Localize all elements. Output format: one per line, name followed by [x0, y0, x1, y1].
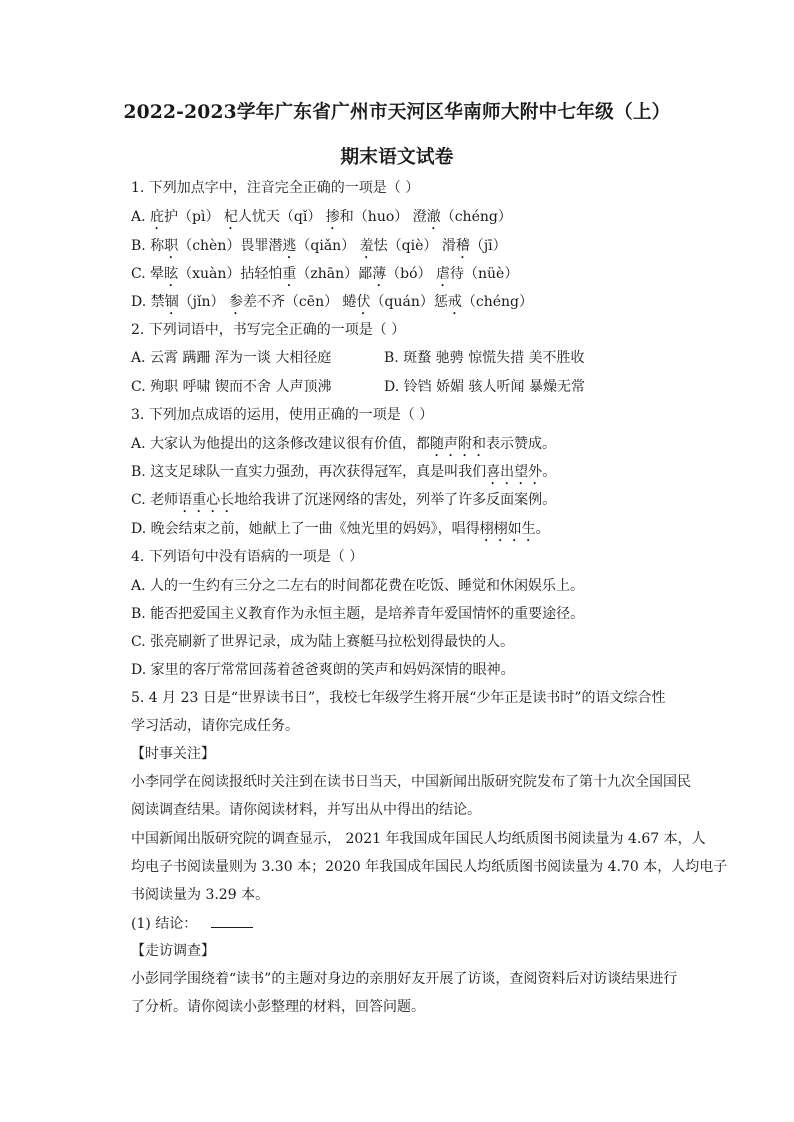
q3-option-b: B. 这支足球队一直实力强劲，再次获得冠军，真是叫我们喜出望外。 [131, 464, 557, 480]
q5-subquestion-1: (1) 结论： [131, 913, 253, 934]
q4-option-d: D. 家里的客厅常常回荡着爸爸爽朗的笑声和妈妈深情的眼神。 [131, 662, 515, 678]
q5-paragraph3-line1: 小彭同学围绕着“读书”的主题对身边的亲朋好友开展了访谈，查阅资料后对访谈结果进行 [131, 971, 678, 987]
q5-paragraph1-line1: 小李同学在阅读报纸时关注到在读书日当天，中国新闻出版研究院发布了第十九次全国国民 [131, 774, 691, 790]
q3-option-a: A. 大家认为他提出的这条修改建议很有价值，都随声附和表示赞成。 [131, 436, 557, 452]
q5-paragraph2-line3: 书阅读量为 3.29 本。 [131, 887, 270, 903]
q4-option-c: C. 张亮刷新了世界记录，成为陆上赛艇马拉松划得最快的人。 [131, 634, 515, 650]
q4-option-b: B. 能否把爱国主义教育作为永恒主题，是培养青年爱国情怀的重要途径。 [131, 606, 585, 622]
q2-option-b: B. 斑蝥 驰骋 惊慌失措 美不胜收 [384, 350, 585, 366]
q5-stem-line1: 5. 4 月 23 日是“世界读书日”，我校七年级学生将开展“少年正是读书时”的语文综合性 [131, 690, 666, 706]
q5-stem-line2: 学习活动，请你完成任务。 [131, 718, 299, 734]
answer-blank[interactable] [211, 913, 253, 928]
q1-option-a: A. 庇护（pì） 杞人忧天（qǐ） 掺和（huo） 澄澈（chéng） [131, 209, 512, 225]
exam-title-line2: 期末语文试卷 [340, 146, 454, 168]
section-heading-interview: 【走访调查】 [131, 943, 215, 959]
q5-paragraph3-line2: 了分析。请你阅读小彭整理的材料，回答问题。 [131, 999, 425, 1015]
q1-stem: 1. 下列加点字中，注音完全正确的一项是（ ） [131, 180, 420, 196]
section-heading-current-affairs: 【时事关注】 [131, 746, 215, 762]
q3-stem: 3. 下列加点成语的运用，使用正确的一项是（ ） [131, 407, 434, 423]
q4-option-a: A. 人的一生约有三分之二左右的时间都花费在吃饭、睡觉和休闲娱乐上。 [131, 578, 585, 594]
exam-title-line1: 2022-2023学年广东省广州市天河区华南师大附中七年级（上） [123, 101, 671, 123]
q2-option-a: A. 云霄 蹒跚 浑为一谈 大相径庭 [131, 350, 332, 366]
q5-paragraph1-line2: 阅读调查结果。请你阅读材料，并写出从中得出的结论。 [131, 802, 481, 818]
q5-paragraph2-line2: 均电子书阅读量则为 3.30 本；2020 年我国成年国民人均纸质图书阅读量为 4.70 本，人均电子 [131, 859, 728, 875]
q2-option-c: C. 殉职 呼啸 锲而不舍 人声顶沸 [131, 379, 332, 395]
q1-option-c: C. 晕眩（xuàn）拈轻怕重（zhān）鄙薄（bó） 虐待（nüè） [131, 266, 519, 282]
q1-option-d: D. 禁锢（jǐn） 参差不齐（cēn） 蜷伏（quán）惩戒（chéng） [131, 294, 533, 310]
q2-option-d: D. 铃铛 娇媚 骇人听闻 暴燥无常 [384, 379, 585, 395]
q2-stem: 2. 下列词语中，书写完全正确的一项是（ ） [131, 322, 406, 338]
q1-option-b: B. 称职（chèn）畏罪潜逃（qiǎn） 羞怯（qiè） 滑稽（jī） [131, 238, 507, 254]
q3-option-c: C. 老师语重心长地给我讲了沉迷网络的害处，列举了许多反面案例。 [131, 492, 557, 508]
q4-stem: 4. 下列语句中没有语病的一项是（ ） [131, 549, 364, 565]
q3-option-d: D. 晚会结束之前，她献上了一曲《烛光里的妈妈》，唱得栩栩如生。 [131, 521, 550, 537]
q5-paragraph2-line1: 中国新闻出版研究院的调查显示， 2021 年我国成年国民人均纸质图书阅读量为 4.67 本，人 [131, 831, 706, 847]
